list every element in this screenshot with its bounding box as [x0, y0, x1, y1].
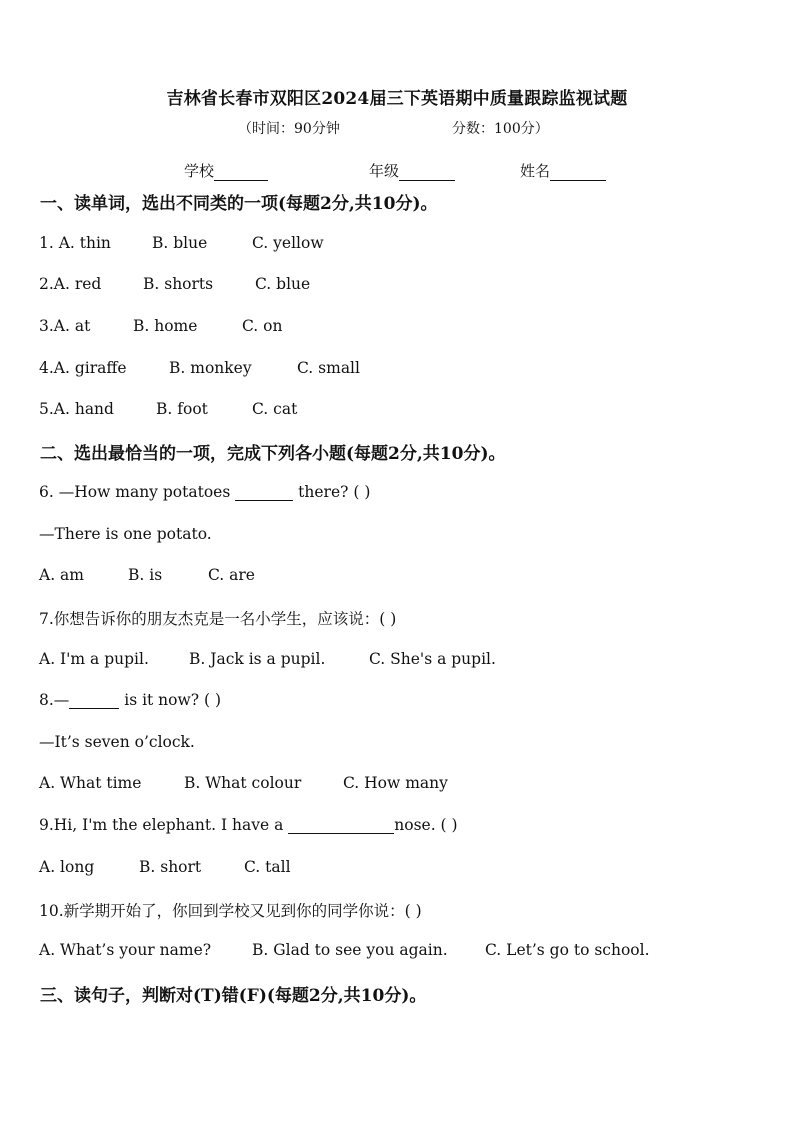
option-b: B. Glad to see you again. — [252, 941, 448, 959]
option-b: B. blue — [152, 234, 208, 252]
option-c: C. She's a pupil. — [369, 650, 496, 668]
grade-blank — [399, 164, 455, 181]
question-1 — [39, 234, 324, 252]
time-info: （时间：90分钟 — [238, 121, 340, 137]
question-9-options — [39, 858, 291, 876]
option-a: 3.A. at — [39, 317, 91, 335]
question-7: 7.你想告诉你的朋友杰克是一名小学生，应该说：( ) — [39, 610, 397, 628]
answer-blank — [288, 817, 394, 834]
question-9-text: 9.Hi, I'm the elephant. I have a — [39, 816, 284, 834]
option-a: 5.A. hand — [39, 400, 114, 418]
school-label: 学校 — [184, 162, 215, 180]
option-b: B. Jack is a pupil. — [189, 650, 326, 668]
question-10-options — [39, 941, 650, 959]
grade-field — [369, 160, 455, 181]
option-a: 1. A. thin — [39, 234, 111, 252]
option-a: A. What time — [39, 774, 142, 792]
question-8-dialogue: —It’s seven o’clock. — [39, 733, 195, 751]
option-b: B. is — [128, 566, 163, 584]
answer-blank — [235, 484, 293, 501]
name-label: 姓名 — [520, 162, 551, 180]
option-b: B. home — [133, 317, 198, 335]
school-field — [184, 160, 268, 181]
question-5 — [39, 400, 297, 418]
name-blank — [550, 164, 606, 181]
question-4 — [39, 359, 360, 377]
option-b: B. short — [139, 858, 202, 876]
option-a: A. long — [39, 858, 95, 876]
page-title: 吉林省长春市双阳区2024届三下英语期中质量跟踪监视试题 — [166, 89, 628, 109]
question-6-dialogue: —There is one potato. — [39, 525, 212, 543]
question-6-options — [39, 566, 255, 584]
option-a: 2.A. red — [39, 275, 102, 293]
option-b: B. What colour — [184, 774, 302, 792]
option-c: C. blue — [255, 275, 311, 293]
section-3-heading: 三、读句子，判断对(T)错(F)(每题2分,共10分)。 — [40, 986, 427, 1006]
question-6-text: 6. —How many potatoes — [39, 483, 231, 501]
question-9-text-end: nose. ( ) — [394, 816, 458, 834]
question-2 — [39, 275, 310, 293]
option-c: C. are — [208, 566, 255, 584]
question-3 — [39, 317, 282, 335]
question-8-text-end: is it now? ( ) — [124, 691, 222, 709]
name-field — [520, 160, 606, 181]
answer-blank — [69, 692, 119, 709]
option-b: B. monkey — [169, 359, 252, 377]
option-c: C. Let’s go to school. — [485, 941, 650, 959]
question-9 — [39, 816, 458, 834]
option-a: A. I'm a pupil. — [39, 650, 149, 668]
option-c: C. cat — [252, 400, 298, 418]
option-b: B. foot — [156, 400, 208, 418]
score-info: 分数：100分） — [452, 121, 549, 137]
option-c: C. tall — [244, 858, 291, 876]
option-a: A. am — [39, 566, 84, 584]
question-10: 10.新学期开始了，你回到学校又见到你的同学你说：( ) — [39, 902, 422, 920]
section-1-heading: 一、读单词，选出不同类的一项(每题2分,共10分)。 — [40, 194, 438, 214]
question-7-options — [39, 650, 496, 668]
question-8-text: 8.— — [39, 691, 70, 709]
question-6 — [39, 483, 370, 501]
question-8 — [39, 691, 221, 709]
school-blank — [214, 164, 268, 181]
grade-label: 年级 — [369, 162, 400, 180]
question-8-options — [39, 774, 448, 792]
option-a: 4.A. giraffe — [39, 359, 127, 377]
option-c: C. small — [297, 359, 360, 377]
option-c: C. How many — [343, 774, 448, 792]
question-6-text-end: there? ( ) — [298, 483, 371, 501]
option-c: C. yellow — [252, 234, 324, 252]
section-2-heading: 二、选出最恰当的一项，完成下列各小题(每题2分,共10分)。 — [40, 444, 506, 464]
option-c: C. on — [242, 317, 283, 335]
option-a: A. What’s your name? — [39, 941, 212, 959]
option-b: B. shorts — [143, 275, 214, 293]
